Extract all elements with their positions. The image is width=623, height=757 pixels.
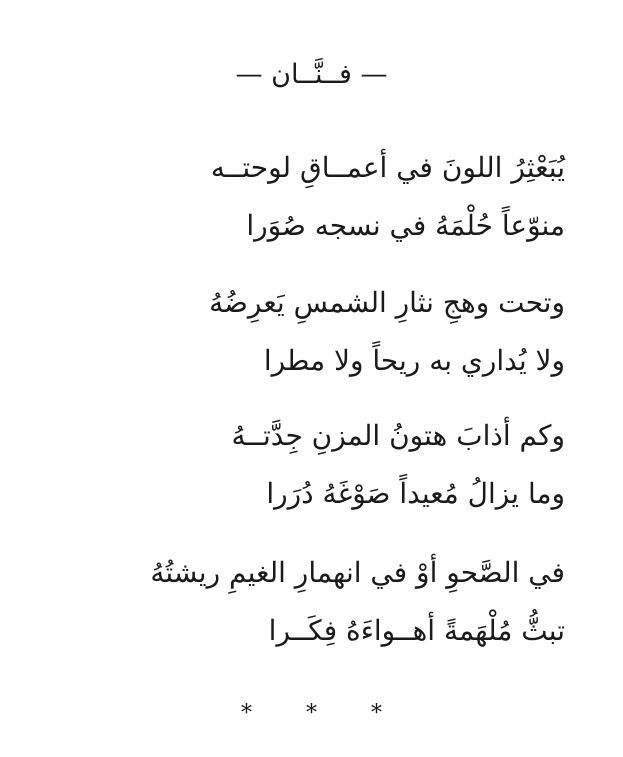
stanza-3 — [40, 418, 565, 512]
verse-line: وما يزالُ مُعيداً صَوْغَهُ دُرَرا — [266, 477, 565, 510]
verse-line: يُبَعْثِرُ اللونَ في أعمــاقِ لوحتــه — [210, 151, 565, 184]
asterism-ornament — [0, 702, 623, 726]
poem-title: — فــنَّــان — — [235, 59, 388, 90]
asterisk-mark: * — [371, 701, 382, 726]
verse-line: منوّعاً حُلْمَهُ في نسجه صُوَرا — [246, 209, 565, 242]
verse-line: وكم أذابَ هتونُ المزنِ جِدَّتــهُ — [231, 419, 565, 452]
verse-line: في الصَّحوِ أوْ في انهمارِ الغيمِ ريشتُهُ — [150, 556, 565, 589]
verse-line: تبثُّ مُلْهَمةً أهــواءَهُ فِكَــرا — [268, 614, 565, 647]
stanza-1 — [40, 150, 565, 244]
verse-line: ولا يُداري به ريحاً ولا مطرا — [263, 344, 565, 377]
stanza-4 — [40, 555, 565, 649]
verse-line: وتحت وهجِ نثارِ الشمسِ يَعرِضُهُ — [209, 286, 565, 319]
stanza-2 — [40, 285, 565, 379]
asterisk-mark: * — [306, 701, 317, 726]
asterisk-mark: * — [241, 701, 252, 726]
